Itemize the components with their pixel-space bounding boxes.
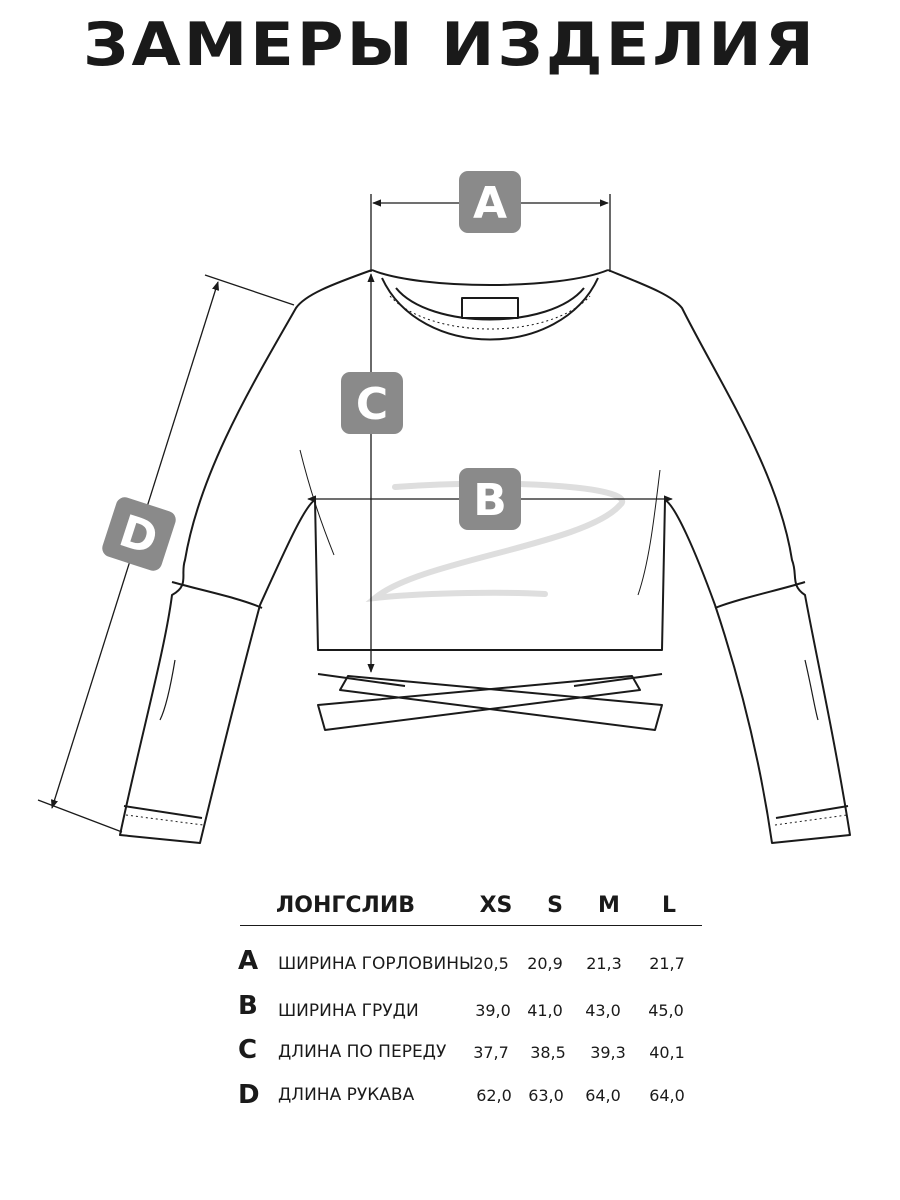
table-header-size: S xyxy=(547,893,563,918)
row-letter: A xyxy=(238,946,259,976)
marker-b-label: B xyxy=(473,475,507,526)
table-cell: 20,9 xyxy=(527,954,563,973)
table-cell: 38,5 xyxy=(530,1043,566,1062)
table-cell: 62,0 xyxy=(476,1086,512,1105)
page-title: ЗАМЕРЫ ИЗДЕЛИЯ xyxy=(83,10,817,80)
marker-c-badge xyxy=(341,372,403,434)
table-header-product: ЛОНГСЛИВ xyxy=(276,893,416,918)
row-letter: D xyxy=(238,1080,260,1110)
row-label: ДЛИНА ПО ПЕРЕДУ xyxy=(278,1042,447,1062)
row-label: ШИРИНА ГОРЛОВИНЫ xyxy=(278,954,475,974)
marker-d-badge xyxy=(100,495,178,573)
marker-c-label: C xyxy=(355,379,389,430)
marker-b-badge xyxy=(459,468,521,530)
table-cell: 41,0 xyxy=(527,1001,563,1020)
stitch-lines xyxy=(126,296,847,825)
table-cell: 39,0 xyxy=(475,1001,511,1020)
table-cell: 45,0 xyxy=(648,1001,684,1020)
table-header-size: L xyxy=(661,893,677,918)
table-cell: 20,5 xyxy=(473,954,509,973)
table-cell: 40,1 xyxy=(649,1043,685,1062)
table-cell: 43,0 xyxy=(585,1001,621,1020)
table-cell: 21,7 xyxy=(649,954,685,973)
row-label: ДЛИНА РУКАВА xyxy=(278,1085,415,1105)
table-header-size: M xyxy=(598,893,620,918)
table-header-size: XS xyxy=(479,893,513,918)
table-cell: 64,0 xyxy=(649,1086,685,1105)
row-letter: B xyxy=(238,991,258,1021)
marker-a-label: A xyxy=(472,178,508,229)
table-cell: 37,7 xyxy=(473,1043,509,1062)
marker-d-label: D xyxy=(113,505,164,566)
row-label: ШИРИНА ГРУДИ xyxy=(278,1001,419,1021)
table-cell: 39,3 xyxy=(590,1043,626,1062)
table-cell: 64,0 xyxy=(585,1086,621,1105)
table-cell: 21,3 xyxy=(586,954,622,973)
table-cell: 63,0 xyxy=(528,1086,564,1105)
table-header-divider xyxy=(240,925,702,926)
marker-a-badge xyxy=(459,171,521,233)
row-letter: C xyxy=(238,1035,258,1065)
